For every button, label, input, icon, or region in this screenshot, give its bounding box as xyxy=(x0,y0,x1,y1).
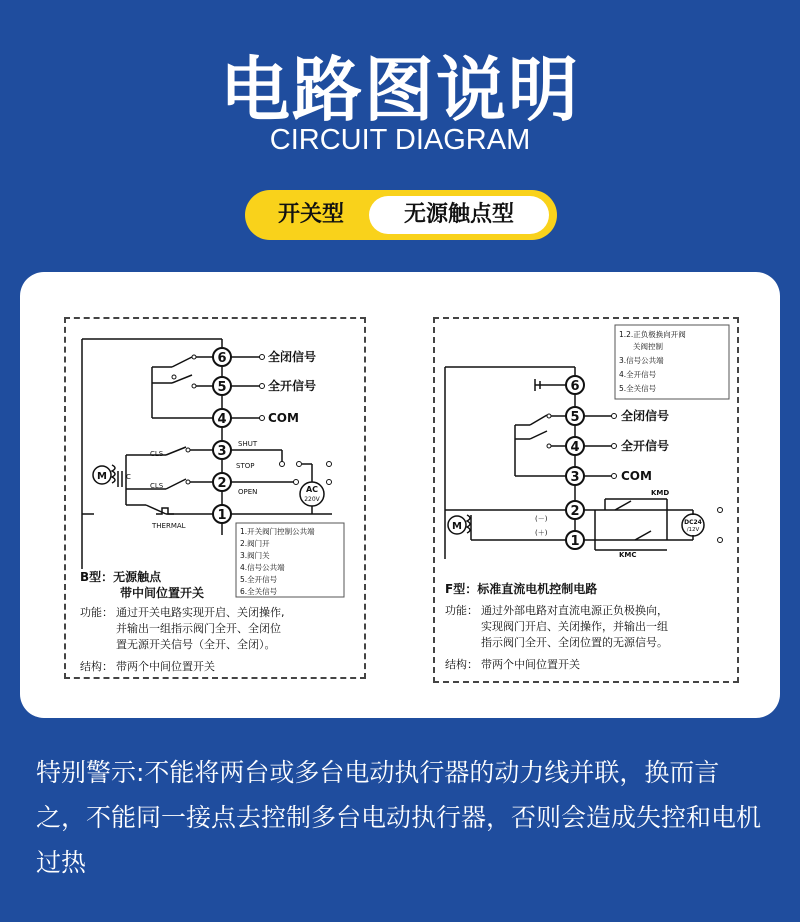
f-terminal-5: 5 xyxy=(570,410,580,425)
f-func-line-3: 指示阀门全开、全闭位置的无源信号。 xyxy=(481,636,668,649)
f-terminal-2: 2 xyxy=(570,504,580,519)
label-full-close-signal: 全闭信号 xyxy=(268,350,317,364)
f-type-description xyxy=(445,581,735,673)
f-label-kmc: KMC xyxy=(619,551,637,559)
diagram-b-type xyxy=(64,317,366,679)
label-cls-top: CLS xyxy=(150,450,164,458)
b-func-line-3: 置无源开关信号（全开、全闭）。 xyxy=(116,638,276,651)
label-stop: STOP xyxy=(236,462,255,470)
b-struct-text: 带两个中间位置开关 xyxy=(116,660,215,673)
label-full-open-signal: 全开信号 xyxy=(268,379,317,393)
f-func-line-2: 实现阀门开启、关闭操作，并输出一组 xyxy=(481,620,668,633)
f-terminal-3: 3 xyxy=(570,470,580,485)
legend-line-6: 6.全关信号 xyxy=(240,587,278,596)
terminal-6: 6 xyxy=(217,351,227,366)
label-capacitor: C xyxy=(126,473,131,481)
terminal-3: 3 xyxy=(217,444,227,459)
f-legend-line-1: 1.2.正负极换向开阀 xyxy=(619,330,686,339)
f-type-label: F型：标准直流电机控制电路 xyxy=(445,582,598,596)
type-tab-group xyxy=(245,190,557,240)
f-func-line-1: 通过外部电路对直流电源正负极换向， xyxy=(481,604,668,617)
b-type-label-2: 带中间位置开关 xyxy=(120,586,205,600)
f-func-label: 功能： xyxy=(445,604,478,617)
f-legend-line-2: 关阀控制 xyxy=(633,342,663,351)
motor-symbol: M xyxy=(97,471,107,482)
f-motor-symbol: M xyxy=(452,521,462,532)
legend-line-3: 3.阀门关 xyxy=(240,551,270,560)
diagram-f-type xyxy=(433,317,739,683)
b-type-description xyxy=(80,569,360,675)
b-func-line-2: 并输出一组指示阀门全开、全闭位 xyxy=(116,622,281,635)
b-type-label: B型：无源触点 xyxy=(80,570,162,584)
f-struct-text: 带两个中间位置开关 xyxy=(481,658,580,671)
page-subtitle: CIRCUIT DIAGRAM xyxy=(269,124,531,156)
page-title: 电路图说明 xyxy=(220,49,580,131)
f-legend-line-4: 4.全开信号 xyxy=(619,370,657,379)
terminal-5: 5 xyxy=(217,380,227,395)
f-terminal-6: 6 xyxy=(570,379,580,394)
f-label-com: COM xyxy=(621,469,652,483)
tab-switch-type[interactable]: 开关型 xyxy=(277,202,344,227)
tab-passive-contact-type[interactable]: 无源触点型 xyxy=(369,196,549,234)
label-ac: AC xyxy=(305,485,319,494)
f-label-positive: (＋) xyxy=(535,529,548,537)
label-thermal: THERMAL xyxy=(152,522,186,530)
terminal-1: 1 xyxy=(217,508,227,523)
terminal-2: 2 xyxy=(217,476,227,491)
f-terminal-1: 1 xyxy=(570,534,580,549)
f-legend-line-5: 5.全关信号 xyxy=(619,384,657,393)
f-label-full-close-signal: 全闭信号 xyxy=(621,409,670,423)
b-func-line-1: 通过开关电路实现开启、关闭操作, xyxy=(116,606,285,619)
warning-text: 特别警示:不能将两台或多台电动执行器的动力线并联，换而言之，不能同一接点去控制多台电动执行器，否则会造成失控和电机过热 xyxy=(36,758,762,877)
label-shut: SHUT xyxy=(238,440,258,448)
legend-line-1: 1.开关阀门控制公共端 xyxy=(240,527,315,536)
label-open: OPEN xyxy=(238,488,258,496)
diagram-card xyxy=(20,272,780,718)
b-func-label: 功能： xyxy=(80,606,113,619)
f-label-kmd: KMD xyxy=(651,489,670,497)
f-struct-label: 结构： xyxy=(445,658,478,671)
label-ac-voltage: 220V xyxy=(304,496,320,503)
legend-line-4: 4.信号公共端 xyxy=(240,563,285,572)
f-label-negative: (－) xyxy=(535,515,548,523)
terminal-4: 4 xyxy=(217,412,227,427)
f-label-full-open-signal: 全开信号 xyxy=(621,439,670,453)
b-struct-label: 结构： xyxy=(80,660,113,673)
legend-line-5: 5.全开信号 xyxy=(240,575,278,584)
label-cls-bottom: CLS xyxy=(150,482,164,490)
f-label-dc: DC24 xyxy=(684,519,702,526)
f-terminal-4: 4 xyxy=(570,440,580,455)
legend-line-2: 2.阀门开 xyxy=(240,539,270,548)
f-label-dc-voltage: /12V xyxy=(686,527,700,533)
f-legend-line-3: 3.信号公共端 xyxy=(619,356,664,365)
label-com: COM xyxy=(268,411,299,425)
